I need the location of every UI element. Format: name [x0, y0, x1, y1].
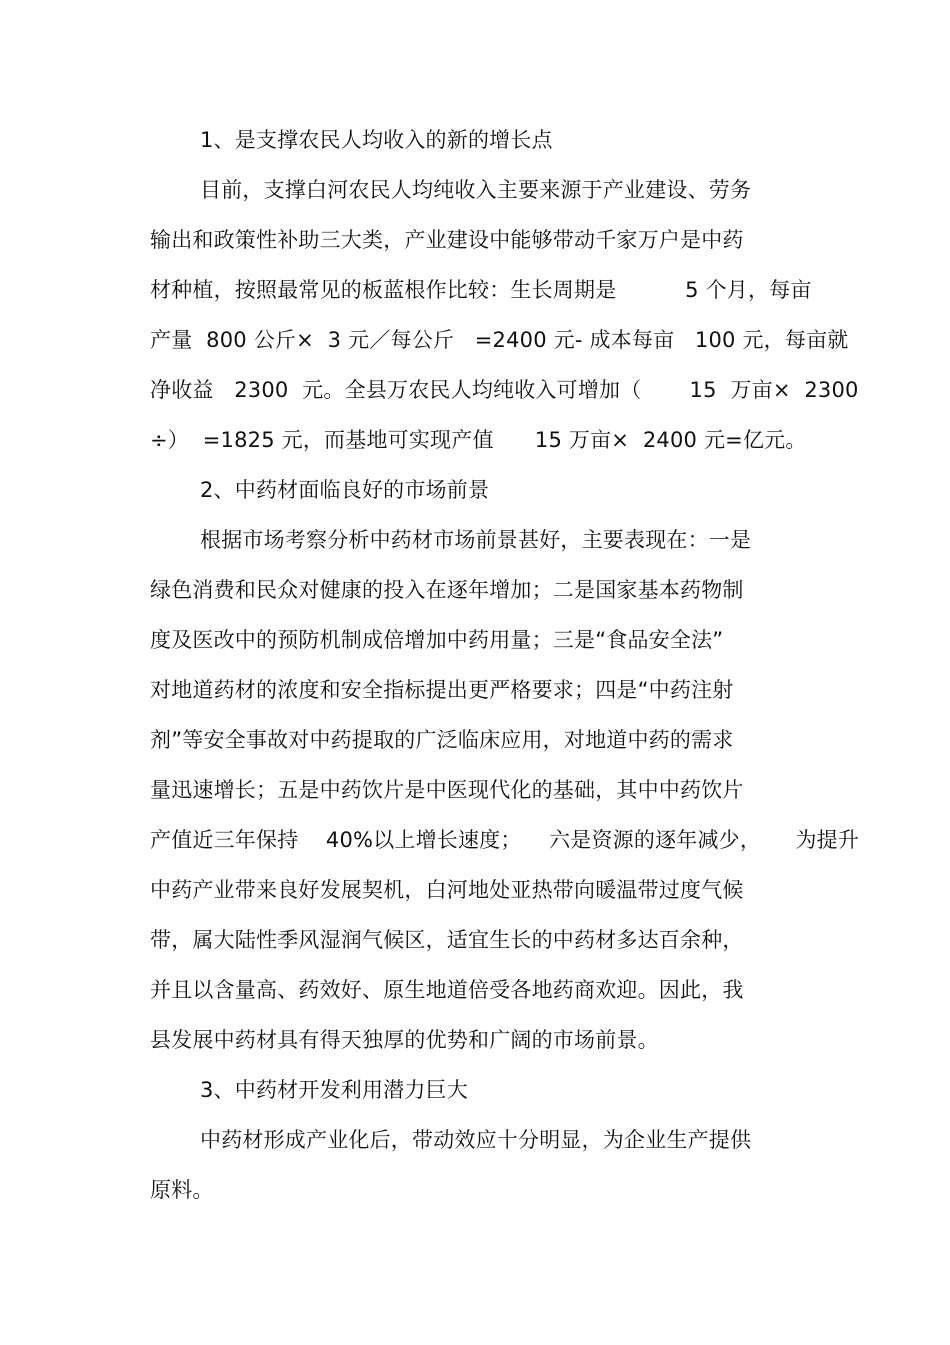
paragraph-line: 中药材形成产业化后，带动效应十分明显，为企业生产提供 — [200, 1128, 752, 1152]
heading-3: 3、中药材开发利用潜力巨大 — [200, 1078, 468, 1102]
paragraph-line: 净收益 2300 元。全县万农民人均纯收入可增加（ 15 万亩× 2300 — [150, 378, 859, 402]
paragraph-line: 剂”等安全事故对中药提取的广泛临床应用，对地道中药的需求 — [150, 728, 734, 752]
paragraph-line: 中药产业带来良好发展契机，白河地处亚热带向暖温带过度气候 — [150, 878, 744, 902]
paragraph-line: 输出和政策性补助三大类，产业建设中能够带动千家万户是中药 — [150, 228, 744, 252]
paragraph-line: ÷） =1825 元，而基地可实现产值 15 万亩× 2400 元=亿元。 — [150, 428, 807, 452]
paragraph-line: 量迅速增长；五是中药饮片是中医现代化的基础，其中中药饮片 — [150, 778, 744, 802]
paragraph-line: 县发展中药材具有得天独厚的优势和广阔的市场前景。 — [150, 1028, 659, 1052]
paragraph-line: 产量 800 公斤× 3 元／每公斤 =2400 元- 成本每亩 100 元，每亩就 — [150, 328, 849, 352]
paragraph-line: 产值近三年保持 40%以上增长速度； 六是资源的逐年减少， 为提升 — [150, 828, 860, 852]
paragraph-line: 带，属大陆性季风湿润气候区，适宜生长的中药材多达百余种， — [150, 928, 744, 952]
paragraph-line: 对地道药材的浓度和安全指标提出更严格要求；四是“中药注射 — [150, 678, 734, 702]
paragraph-line: 并且以含量高、药效好、原生地道倍受各地药商欢迎。因此，我 — [150, 978, 744, 1002]
paragraph-line: 原料。 — [150, 1178, 214, 1202]
paragraph-line: 度及医改中的预防机制成倍增加中药用量；三是“食品安全法” — [150, 628, 724, 652]
heading-2: 2、中药材面临良好的市场前景 — [200, 478, 490, 502]
paragraph-line: 材种植，按照最常见的板蓝根作比较：生长周期是 5 个月，每亩 — [150, 278, 812, 302]
paragraph-line: 目前，支撑白河农民人均纯收入主要来源于产业建设、劳务 — [200, 178, 752, 202]
paragraph-line: 根据市场考察分析中药材市场前景甚好，主要表现在：一是 — [200, 528, 752, 552]
heading-1: 1、是支撑农民人均收入的新的增长点 — [200, 128, 553, 152]
paragraph-line: 绿色消费和民众对健康的投入在逐年增加；二是国家基本药物制 — [150, 578, 744, 602]
